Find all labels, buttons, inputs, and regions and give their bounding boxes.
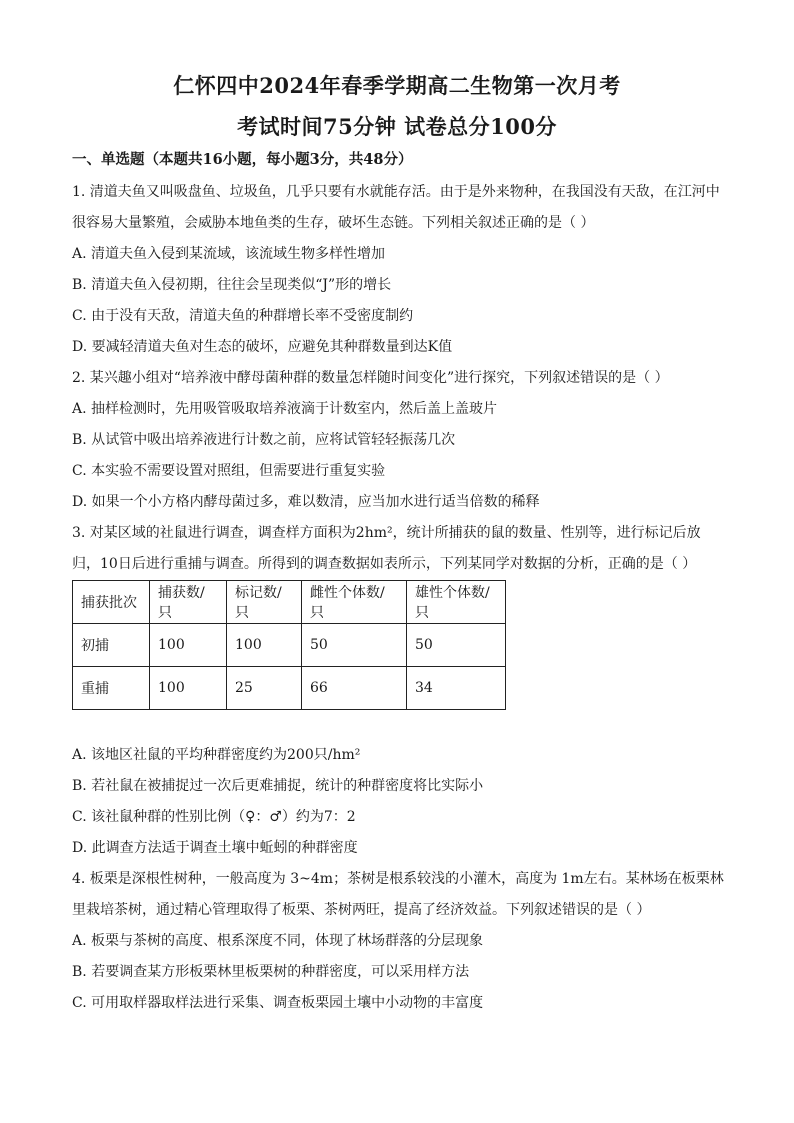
table-row <box>73 667 506 710</box>
table-header-row <box>73 581 506 624</box>
q2-option-c: C. 本实验不需要设置对照组，但需要进行重复实验 <box>72 463 386 479</box>
q3-stem-line-1: 3. 对某区域的社鼠进行调查，调查样方面积为2hm²，统计所捕获的鼠的数量、性别等，进行标记后放 <box>72 525 701 541</box>
table-header-cell: 雄性个体数/只 <box>407 581 506 624</box>
q4-stem-line-2: 里栽培茶树，通过精心管理取得了板栗、茶树两旺，提高了经济效益。下列叙述错误的是（ ） <box>72 902 651 918</box>
table-cell: 100 <box>150 667 227 710</box>
q2-option-d: D. 如果一个小方格内酵母菌过多，难以数清，应当加水进行适当倍数的稀释 <box>72 494 540 510</box>
q2-option-a: A. 抽样检测时，先用吸管吸取培养液滴于计数室内，然后盖上盖玻片 <box>72 401 498 417</box>
q4-option-c: C. 可用取样器取样法进行采集、调查板栗园土壤中小动物的丰富度 <box>72 995 484 1011</box>
q3-option-d: D. 此调查方法适于调查土壤中蚯蚓的种群密度 <box>72 840 358 856</box>
capture-data-table <box>72 580 506 710</box>
table-cell: 50 <box>407 624 506 667</box>
table-cell: 重捕 <box>73 667 150 710</box>
table-cell: 34 <box>407 667 506 710</box>
table-row <box>73 624 506 667</box>
table-header-cell: 雌性个体数/只 <box>302 581 407 624</box>
table-cell: 25 <box>227 667 302 710</box>
exam-subtitle: 考试时间75分钟 试卷总分100分 <box>237 114 557 139</box>
q4-stem-line-1: 4. 板栗是深根性树种，一般高度为 3~4m；茶树是根系较浅的小灌木，高度为 1m左右。某林场在板栗林 <box>72 871 724 887</box>
table-cell: 100 <box>150 624 227 667</box>
table-header-cell: 标记数/只 <box>227 581 302 624</box>
q4-option-a: A. 板栗与茶树的高度、根系深度不同，体现了林场群落的分层现象 <box>72 933 484 949</box>
q3-option-c: C. 该社鼠种群的性别比例（♀：♂）约为7：2 <box>72 809 356 825</box>
table-cell: 66 <box>302 667 407 710</box>
exam-title: 仁怀四中2024年春季学期高二生物第一次月考 <box>173 73 621 98</box>
q1-option-a: A. 清道夫鱼入侵到某流域，该流域生物多样性增加 <box>72 246 386 262</box>
q1-option-d: D. 要减轻清道夫鱼对生态的破坏，应避免其种群数量到达K值 <box>72 339 453 355</box>
q2-stem-line-1: 2. 某兴趣小组对“培养液中酵母菌种群的数量怎样随时间变化”进行探究，下列叙述错误的是（ ） <box>72 370 669 386</box>
q1-stem-line-1: 1. 清道夫鱼又叫吸盘鱼、垃圾鱼，几乎只要有水就能存活。由于是外来物种，在我国没有天敌，在江河中 <box>72 184 720 200</box>
q1-option-c: C. 由于没有天敌，清道夫鱼的种群增长率不受密度制约 <box>72 308 414 324</box>
section-heading: 一、单选题（本题共16小题，每小题3分，共48分） <box>72 151 413 168</box>
q3-stem-line-2: 归，10日后进行重捕与调查。所得到的调查数据如表所示，下列某同学对数据的分析，正确的是（ ） <box>72 556 697 572</box>
q2-option-b: B. 从试管中吸出培养液进行计数之前，应将试管轻轻振荡几次 <box>72 432 456 448</box>
table-cell: 初捕 <box>73 624 150 667</box>
q3-option-b: B. 若社鼠在被捕捉过一次后更难捕捉，统计的种群密度将比实际小 <box>72 778 484 794</box>
table-cell: 50 <box>302 624 407 667</box>
q4-option-b: B. 若要调查某方形板栗林里板栗树的种群密度，可以采用样方法 <box>72 964 470 980</box>
table-header-cell: 捕获批次 <box>73 581 150 624</box>
q1-option-b: B. 清道夫鱼入侵初期，往往会呈现类似“J”形的增长 <box>72 277 392 293</box>
q3-option-a: A. 该地区社鼠的平均种群密度约为200只/hm² <box>72 747 361 763</box>
q1-stem-line-2: 很容易大量繁殖，会威胁本地鱼类的生存，破坏生态链。下列相关叙述正确的是（ ） <box>72 215 595 231</box>
table-header-cell: 捕获数/只 <box>150 581 227 624</box>
table-cell: 100 <box>227 624 302 667</box>
